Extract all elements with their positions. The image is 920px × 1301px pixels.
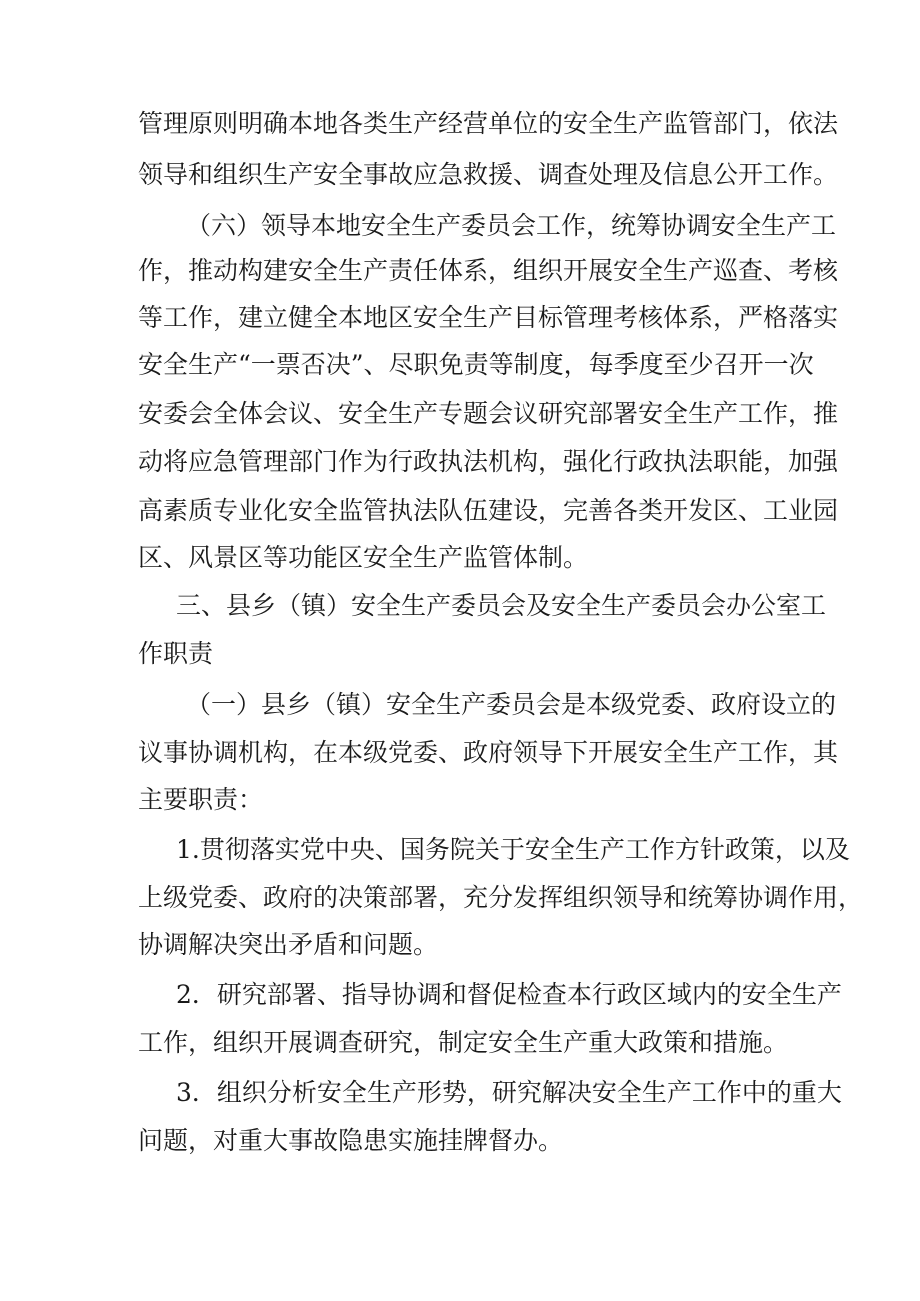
list-item-text: 1.贯彻落实党中央、国务院关于安全生产工作方针政策，以及 <box>176 835 850 864</box>
text-line: （一）县乡（镇）安全生产委员会是本级党委、政府设立的 <box>186 690 837 719</box>
text-line: 作，推动构建安全生产责任体系，组织开展安全生产巡查、考核 <box>138 256 839 285</box>
text-line: （六）领导本地安全生产委员会工作，统筹协调安全生产工 <box>186 211 837 240</box>
text-line: 高素质专业化安全监管执法队伍建设，完善各类开发区、工业园 <box>138 496 839 525</box>
list-item-text: 2．研究部署、指导协调和督促检查本行政区域内的安全生产 <box>176 980 842 1009</box>
text-line: 议事协调机构，在本级党委、政府领导下开展安全生产工作，其 <box>138 738 839 767</box>
text-line: 领导和组织生产安全事故应急救援、调查处理及信息公开工作。 <box>138 160 839 189</box>
text-line: 等工作，建立健全本地区安全生产目标管理考核体系，严格落实 <box>138 303 839 332</box>
text-line: 管理原则明确本地各类生产经营单位的安全生产监管部门，依法 <box>138 109 839 138</box>
list-item-text: 上级党委、政府的决策部署，充分发挥组织领导和统筹协调作用， <box>138 883 864 912</box>
text-line: 安委会全体会议、安全生产专题会议研究部署安全生产工作，推 <box>138 399 839 428</box>
list-item-text: 工作，组织开展调查研究，制定安全生产重大政策和措施。 <box>138 1028 789 1057</box>
section-heading: 作职责 <box>138 639 214 668</box>
list-item-text: 3．组织分析安全生产形势，研究解决安全生产工作中的重大 <box>176 1078 842 1107</box>
section-heading: 三、县乡（镇）安全生产委员会及安全生产委员会办公室工 <box>176 591 827 620</box>
text-line: 安全生产“一票否决”、尽职免责等制度，每季度至少召开一次 <box>138 350 814 379</box>
list-item-text: 问题，对重大事故隐患实施挂牌督办。 <box>138 1126 564 1155</box>
text-line: 区、风景区等功能区安全生产监管体制。 <box>138 543 589 572</box>
list-item-text: 协调解决突出矛盾和问题。 <box>138 930 439 959</box>
text-line: 动将应急管理部门作为行政执法机构，强化行政执法职能，加强 <box>138 447 839 476</box>
text-line: 主要职责： <box>138 785 264 814</box>
